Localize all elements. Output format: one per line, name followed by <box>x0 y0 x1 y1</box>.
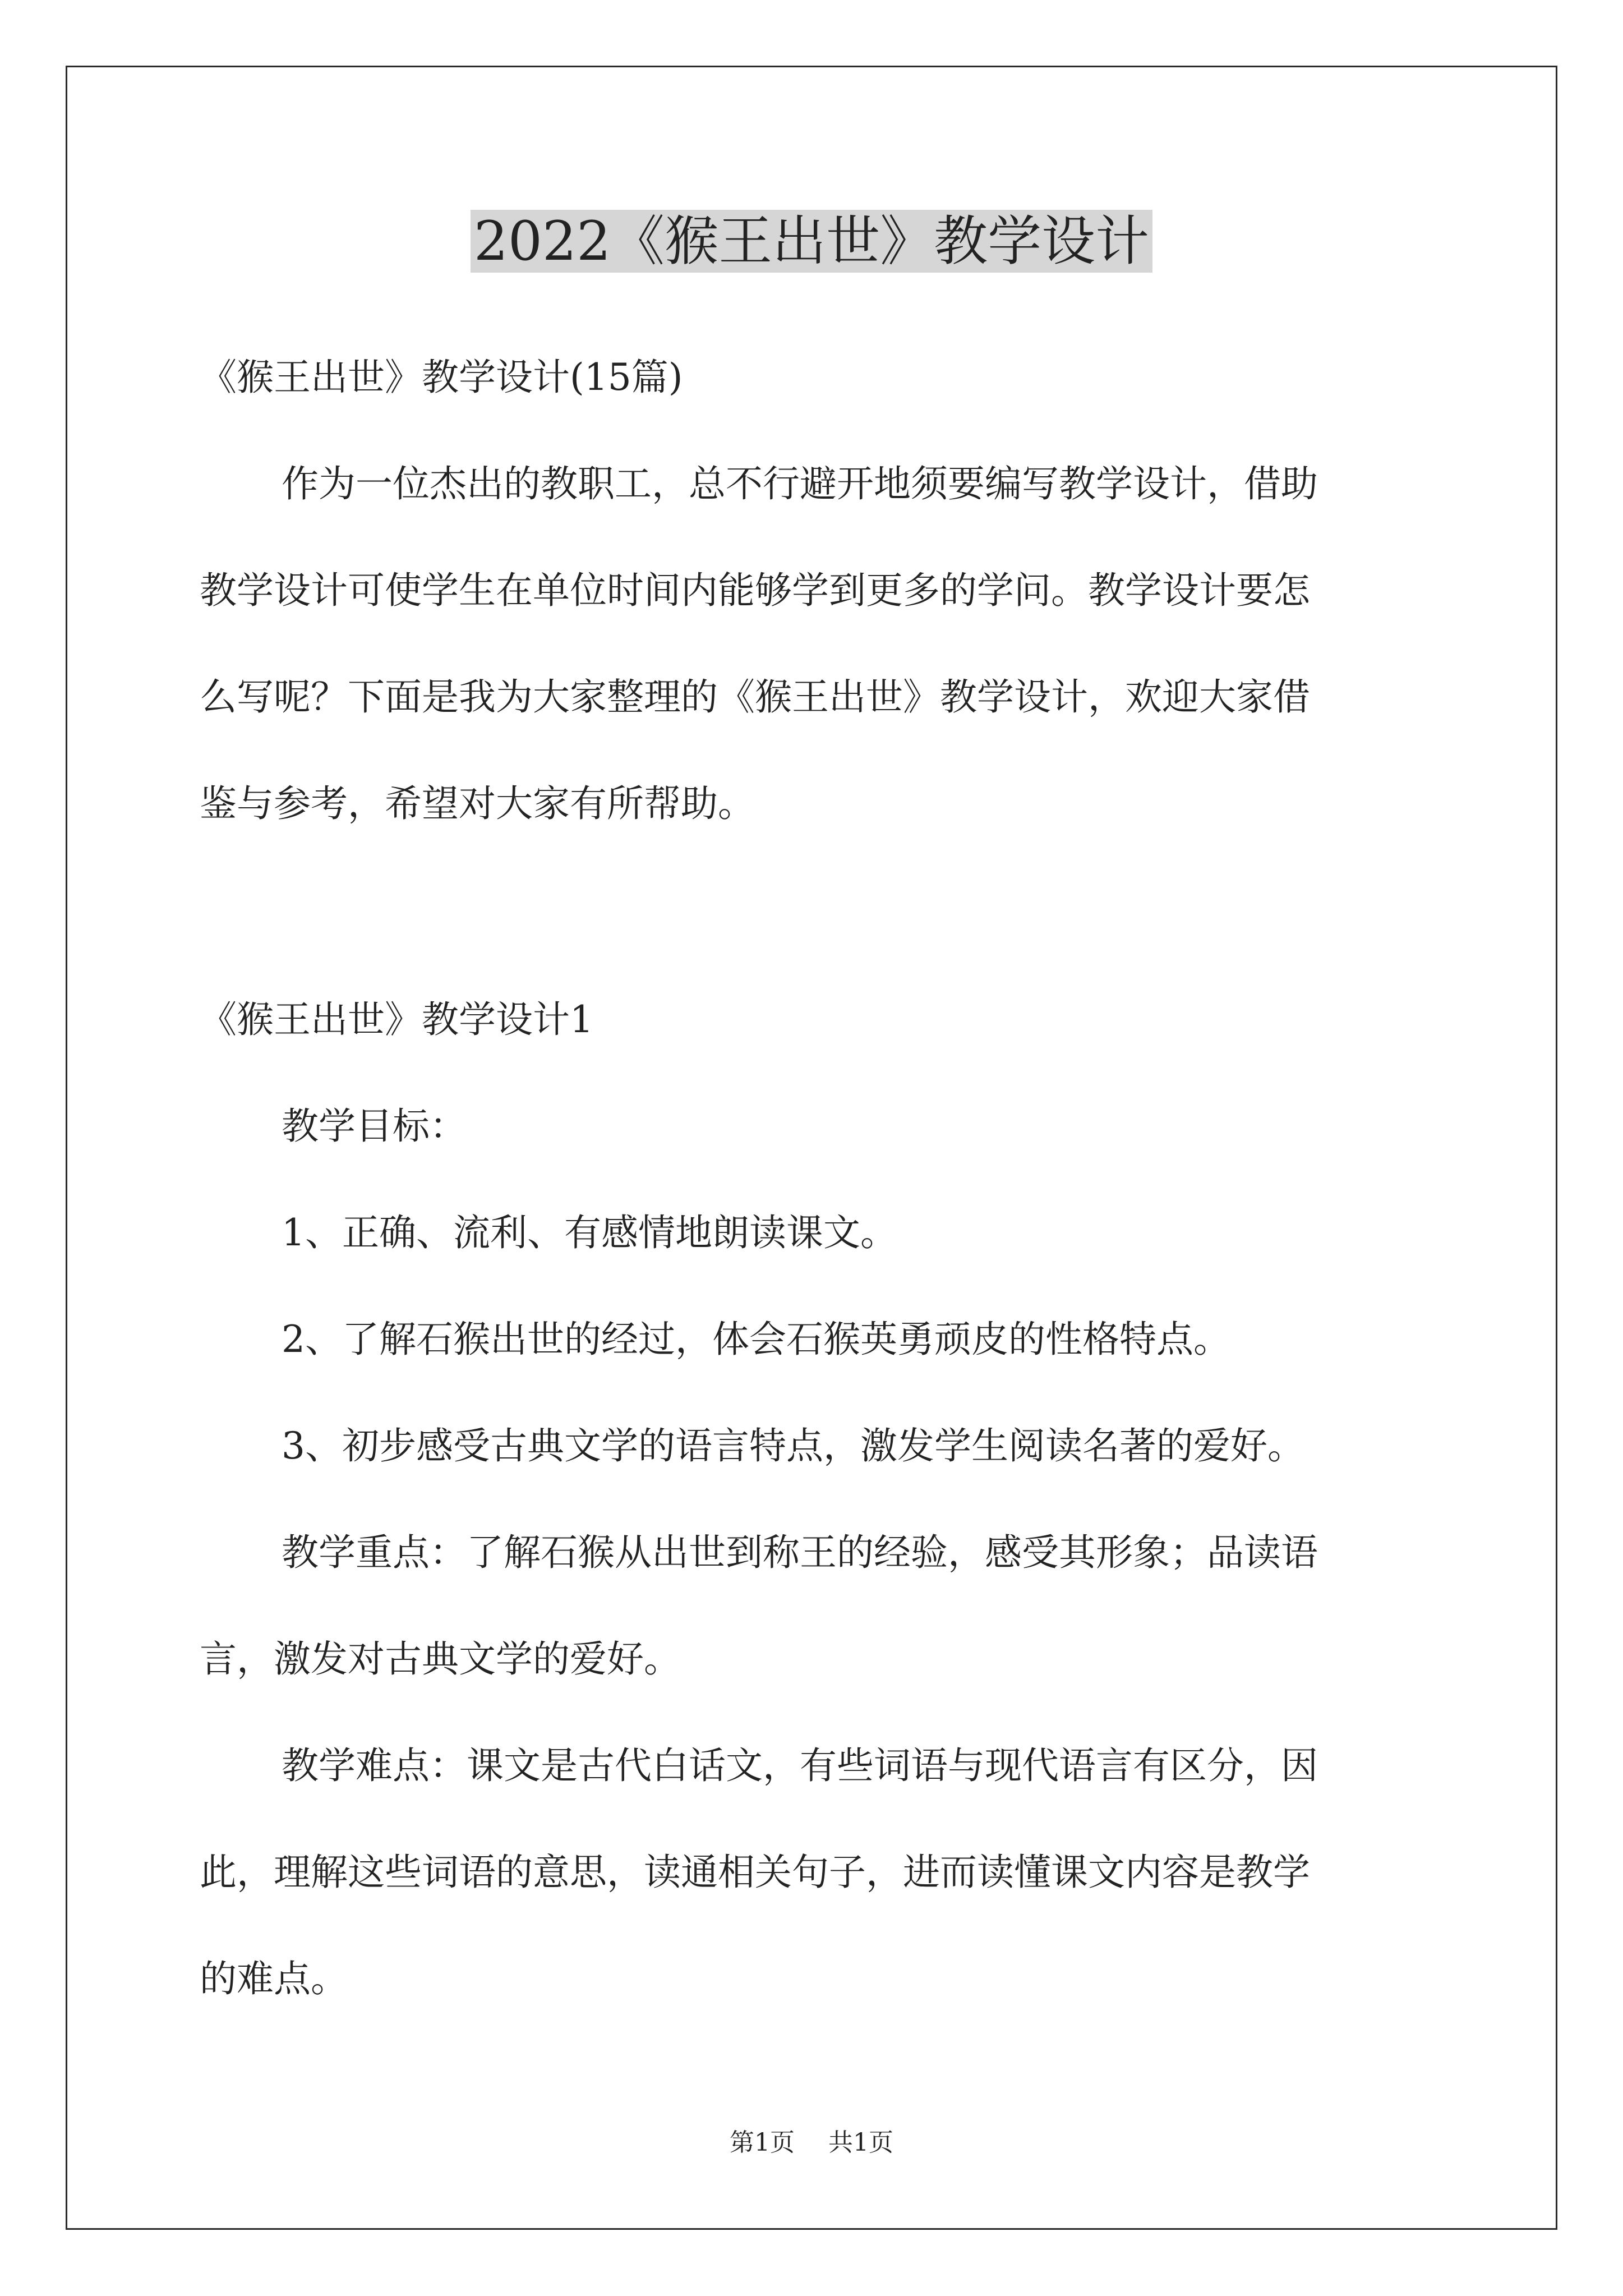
intro-line: 么写呢？下面是我为大家整理的《猴王出世》教学设计，欢迎大家借 <box>200 675 1310 719</box>
goal-item: 1、正确、流利、有感情地朗读课文。 <box>282 1211 897 1254</box>
goal-item: 2、了解石猴出世的经过，体会石猴英勇顽皮的性格特点。 <box>282 1318 1230 1361</box>
page-total: 共1页 <box>828 2128 893 2157</box>
difficulties-line: 此，理解这些词语的意思，读通相关句子，进而读懂课文内容是教学 <box>200 1851 1310 1894</box>
goal-item: 3、初步感受古典文学的语言特点，激发学生阅读名著的爱好。 <box>282 1424 1304 1467</box>
title-text: 2022《猴王出世》教学设计 <box>471 210 1152 273</box>
key-points-line: 教学重点：了解石猴从出世到称王的经验，感受其形象；品读语 <box>282 1531 1318 1574</box>
page-footer <box>0 2126 1623 2160</box>
key-points-line: 言，激发对古典文学的爱好。 <box>200 1637 681 1681</box>
difficulties-line: 教学难点：课文是古代白话文，有些词语与现代语言有区分，因 <box>282 1744 1318 1787</box>
intro-line: 教学设计可使学生在单位时间内能够学到更多的学问。教学设计要怎 <box>200 569 1310 612</box>
intro-line: 作为一位杰出的教职工，总不行避开地须要编写教学设计，借助 <box>282 462 1318 505</box>
intro-line: 鉴与参考，希望对大家有所帮助。 <box>200 782 755 825</box>
subtitle: 《猴王出世》教学设计(15篇) <box>200 356 683 399</box>
section-heading: 《猴王出世》教学设计1 <box>200 998 593 1041</box>
difficulties-line: 的难点。 <box>200 1957 348 2000</box>
goals-label: 教学目标： <box>282 1105 467 1148</box>
document-title <box>0 202 1623 280</box>
page-number: 第1页 <box>730 2128 795 2157</box>
